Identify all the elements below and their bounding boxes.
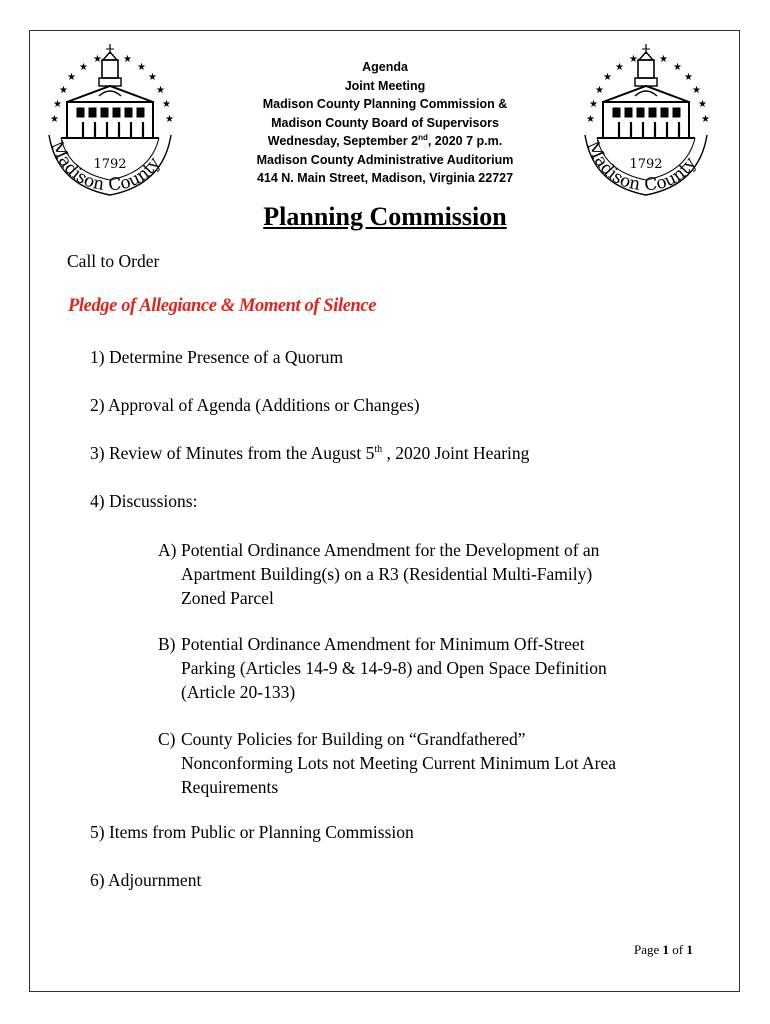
county-seal-right: [573, 40, 719, 200]
seal-ring-text: Madison County: [46, 138, 165, 196]
agenda-item-2: 2) Approval of Agenda (Additions or Changes): [90, 395, 420, 415]
svg-text:★: ★: [93, 54, 102, 65]
svg-text:★: ★: [79, 62, 88, 73]
discussion-c-label: C): [158, 729, 176, 749]
svg-text:★: ★: [684, 72, 693, 83]
discussion-b-line: Potential Ordinance Amendment for Minimum Off-Street: [181, 634, 585, 654]
svg-text:★: ★: [589, 99, 598, 110]
svg-text:★: ★: [629, 54, 638, 65]
agenda-item-6: 6) Adjournment: [90, 870, 202, 890]
svg-text:★: ★: [586, 114, 595, 125]
svg-text:1792: 1792: [629, 157, 663, 172]
svg-text:1792: 1792: [93, 157, 127, 172]
page-number: Page 1 of 1: [634, 942, 693, 957]
header-agenda: Agenda: [362, 60, 408, 74]
svg-text:★: ★: [148, 72, 157, 83]
seal-ring-text: Madison County: [582, 138, 701, 196]
svg-text:★: ★: [595, 85, 604, 96]
svg-text:★: ★: [59, 85, 68, 96]
discussion-b-line: (Article 20-133): [181, 682, 296, 702]
agenda-item-5: 5) Items from Public or Planning Commission: [90, 822, 414, 842]
discussion-c-line: County Policies for Building on “Grandfathered”: [181, 729, 526, 749]
agenda-item-1: 1) Determine Presence of a Quorum: [90, 347, 344, 367]
agenda-item-4: 4) Discussions:: [90, 491, 198, 511]
agenda-item-3: 3) Review of Minutes from the August 5th , 2020 Joint Hearing: [90, 443, 530, 463]
svg-text:★: ★: [165, 114, 174, 125]
svg-text:★: ★: [137, 62, 146, 73]
svg-text:★: ★: [156, 85, 165, 96]
svg-text:★: ★: [701, 114, 710, 125]
svg-text:★: ★: [50, 114, 59, 125]
discussion-a-line: Zoned Parcel: [181, 588, 274, 608]
header-address: 414 N. Main Street, Madison, Virginia 22727: [256, 171, 514, 185]
svg-text:★: ★: [692, 85, 701, 96]
svg-text:★: ★: [698, 99, 707, 110]
discussion-b-label: B): [158, 634, 176, 654]
header-board-of-supervisors: Madison County Board of Supervisors: [271, 115, 499, 130]
discussion-c-line: Requirements: [181, 777, 279, 797]
discussion-a-line: Apartment Building(s) on a R3 (Residential Multi-Family): [181, 564, 593, 584]
county-seal-left: [37, 40, 183, 200]
svg-text:★: ★: [659, 54, 668, 65]
discussion-c-line: Nonconforming Lots not Meeting Current Minimum Lot Area: [181, 753, 617, 773]
discussion-b-line: Parking (Articles 14-9 & 14-9-8) and Open Space Definition: [181, 658, 607, 678]
header-joint-meeting: Joint Meeting: [344, 78, 426, 93]
call-to-order: Call to Order: [67, 251, 160, 271]
svg-text:★: ★: [67, 72, 76, 83]
header-date-time: Wednesday, September 2nd, 2020 7 p.m.: [267, 132, 503, 148]
page-title: Planning Commission: [263, 202, 507, 231]
svg-text:★: ★: [123, 54, 132, 65]
discussion-a-label: A): [158, 540, 177, 560]
svg-text:★: ★: [615, 62, 624, 73]
svg-text:★: ★: [603, 72, 612, 83]
pledge-of-allegiance: Pledge of Allegiance & Moment of Silence: [68, 296, 377, 316]
svg-text:★: ★: [162, 99, 171, 110]
header-venue: Madison County Administrative Auditorium: [256, 152, 514, 167]
meeting-header: [200, 58, 570, 188]
header-planning-commission: Madison County Planning Commission &: [262, 97, 508, 111]
svg-text:★: ★: [673, 62, 682, 73]
svg-text:★: ★: [53, 99, 62, 110]
discussion-a-line: Potential Ordinance Amendment for the Development of an: [181, 540, 600, 560]
